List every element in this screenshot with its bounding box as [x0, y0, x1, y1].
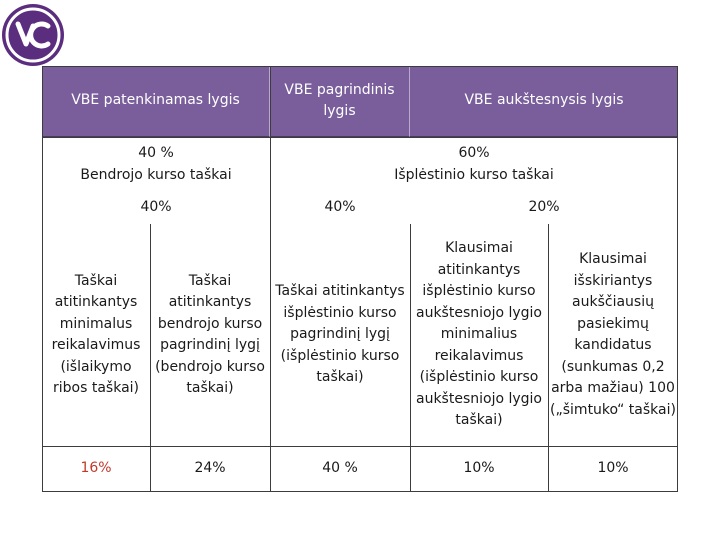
description-extended-basic	[270, 224, 410, 446]
subshare-general	[42, 192, 270, 224]
general-course-percent: 40 %	[138, 145, 174, 161]
value-general-basic-text: 24%	[194, 460, 226, 477]
value-minimum	[42, 446, 150, 492]
column-divider	[410, 224, 411, 492]
header-satisfactory-level	[42, 66, 270, 137]
subshare-extended-advanced	[410, 192, 678, 224]
extended-course-share	[270, 137, 678, 192]
description-general-basic-text: Taškai atitinkantys bendrojo kurso pagrindinį lygį (bendrojo kurso taškai)	[155, 272, 265, 396]
subshare-extended-basic	[270, 192, 410, 224]
value-top-achievers	[548, 446, 678, 492]
value-extended-advanced	[410, 446, 548, 492]
row-divider	[42, 446, 678, 447]
value-extended-basic	[270, 446, 410, 492]
description-top-achievers	[548, 224, 678, 446]
header-advanced-label: VBE aukštesnysis lygis	[464, 92, 624, 109]
value-extended-basic-text: 40 %	[322, 460, 358, 477]
vbc-logo	[0, 2, 66, 68]
general-course-label: Bendrojo kurso taškai	[80, 166, 232, 183]
header-advanced-level	[410, 66, 678, 137]
extended-course-percent: 60%	[458, 145, 490, 161]
description-top-achievers-text: Klausimai išskiriantys aukščiausių pasiekimų kandidatus (sunkumas 0,2 arba mažiau) 100 („šimtuko“ taškai)	[550, 251, 676, 418]
row-divider	[42, 137, 678, 138]
extended-course-label: Išplėstinio kurso taškai	[394, 166, 554, 183]
value-extended-advanced-text: 10%	[463, 460, 495, 477]
header-satisfactory-label: VBE patenkinamas lygis	[71, 92, 240, 109]
header-basic-level	[270, 66, 410, 137]
description-minimum	[42, 224, 150, 446]
description-extended-basic-text: Taškai atitinkantys išplėstinio kurso pagrindinį lygį (išplėstinio kurso taškai)	[275, 283, 405, 386]
description-extended-advanced	[410, 224, 548, 446]
header-basic-label: VBE pagrindinis lygis	[284, 81, 395, 119]
value-top-achievers-text: 10%	[597, 460, 629, 477]
subshare-general-value: 40%	[140, 199, 172, 216]
value-minimum-text: 16%	[80, 460, 112, 477]
column-divider	[548, 224, 549, 492]
column-divider	[270, 66, 271, 492]
subshare-extended-advanced-value: 20%	[528, 199, 560, 216]
description-extended-advanced-text: Klausimai atitinkantys išplėstinio kurso aukštesniojo lygio minimalius reikalavimus (išplėstinio kurso aukštesniojo lygio taškai)	[416, 240, 542, 429]
value-general-basic	[150, 446, 270, 492]
exam-levels-table	[42, 66, 678, 492]
description-general-basic	[150, 224, 270, 446]
column-divider	[150, 224, 151, 492]
general-course-share	[42, 137, 270, 192]
subshare-extended-basic-value: 40%	[324, 199, 356, 216]
description-minimum-text: Taškai atitinkantys minimalus reikalavimus (išlaikymo ribos taškai)	[51, 272, 141, 396]
